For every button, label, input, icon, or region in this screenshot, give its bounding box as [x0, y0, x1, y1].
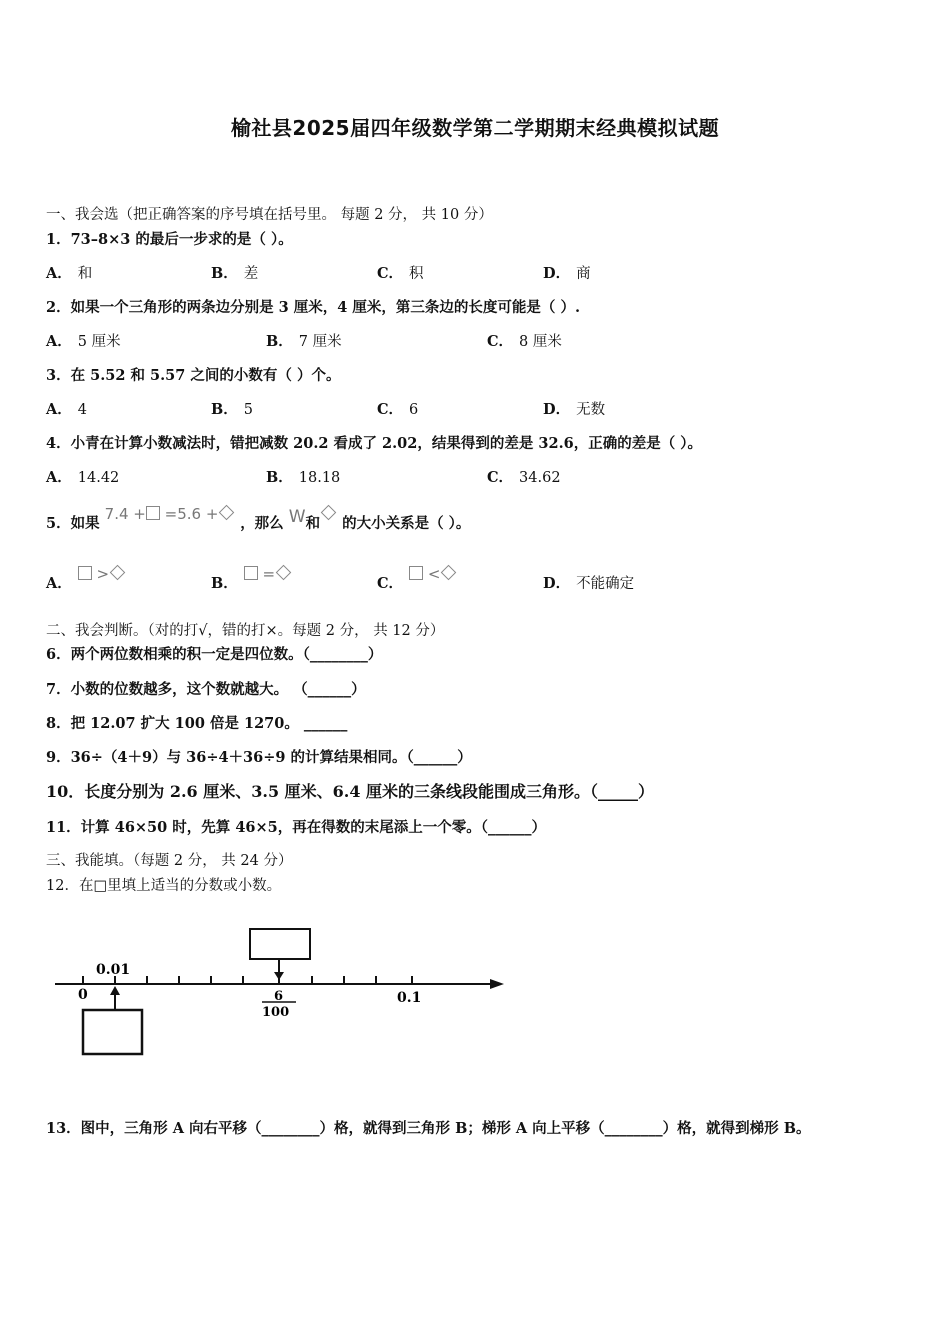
label-0: 0 — [78, 987, 88, 1003]
q5-prefix: 5．如果 — [46, 515, 100, 532]
q2-option-a[interactable]: A． 5 厘米 — [46, 333, 121, 350]
section-heading-1: 一、我会选（把正确答案的序号填在括号里。 每题 2 分， 共 10 分） — [46, 207, 493, 223]
q5-option-a[interactable]: A． > — [46, 572, 126, 593]
q2-option-c[interactable]: C． 8 厘米 — [487, 333, 562, 350]
q3-option-b[interactable]: B． 5 — [211, 401, 253, 418]
question-13: 13．图中，三角形 A 向右平移（________）格，就得到三角形 B；梯形 A 向上平移（________）格，就得到梯形 B。 — [46, 1120, 811, 1137]
section-heading-3: 三、我能填。（每题 2 分， 共 24 分） — [46, 853, 293, 869]
diamond-icon — [441, 565, 457, 581]
question-2: 2．如果一个三角形的两条边分别是 3 厘米，4 厘米，第三条边的长度可能是（ ）. — [46, 299, 581, 316]
answer-box-bottom[interactable] — [83, 1010, 142, 1054]
q5-he: 和 — [305, 515, 321, 532]
q2-option-b[interactable]: B． 7 厘米 — [266, 333, 342, 350]
q4-option-a[interactable]: A． 14.42 — [46, 469, 120, 486]
section-heading-2: 二、我会判断。（对的打√，错的打×。每题 2 分， 共 12 分） — [46, 623, 445, 639]
q1-option-c[interactable]: C． 积 — [377, 265, 424, 282]
page-title: 榆社县2025届四年级数学第二学期期末经典模拟试题 — [230, 116, 720, 140]
fraction-numerator: 6 — [274, 989, 284, 1004]
q4-option-c[interactable]: C． 34.62 — [487, 469, 561, 486]
q5-option-d[interactable]: D． 不能确定 — [543, 575, 635, 592]
q5-diamond-symbol — [320, 506, 337, 523]
square-icon — [409, 566, 423, 580]
q4-option-b[interactable]: B． 18.18 — [266, 469, 341, 486]
question-7: 7．小数的位数越多，这个数就越大。 （______） — [46, 681, 366, 698]
q5-suffix: 的大小关系是（ ）。 — [342, 515, 471, 532]
q5-option-b[interactable]: B． = — [211, 572, 292, 593]
q1-option-d[interactable]: D． 商 — [543, 265, 591, 282]
fraction-denominator: 100 — [262, 1005, 290, 1020]
label-0-1: 0.1 — [397, 990, 422, 1006]
diamond-icon — [321, 505, 337, 521]
diamond-icon — [276, 565, 292, 581]
square-icon — [146, 506, 160, 520]
question-12: 12．在□里填上适当的分数或小数。 — [46, 878, 282, 894]
diamond-icon — [219, 505, 235, 521]
answer-box-top[interactable] — [250, 929, 310, 959]
q3-option-d[interactable]: D． 无数 — [543, 401, 606, 418]
q5-mid: ，那么 — [240, 515, 284, 532]
q1-option-a[interactable]: A． 和 — [46, 265, 93, 282]
diamond-icon — [110, 565, 126, 581]
question-1: 1．73–8×3 的最后一步求的是（ ）。 — [46, 231, 293, 248]
q1-option-b[interactable]: B． 差 — [211, 265, 259, 282]
number-line-figure — [50, 920, 520, 1065]
question-5 — [46, 505, 471, 533]
q3-option-c[interactable]: C． 6 — [377, 401, 419, 418]
q3-option-a[interactable]: A． 4 — [46, 401, 87, 418]
question-3: 3．在 5.52 和 5.57 之间的小数有（ ）个。 — [46, 367, 341, 384]
label-0-01: 0.01 — [96, 962, 131, 978]
axis-ticks — [83, 976, 412, 984]
question-11: 11．计算 46×50 时，先算 46×5，再在得数的末尾添上一个零。（______） — [46, 819, 546, 836]
q5-option-c[interactable]: C． < — [377, 572, 457, 593]
q5-formula: 7.4 + =5.6 + — [105, 505, 241, 523]
square-icon — [244, 566, 258, 580]
arrow-up-icon — [110, 986, 120, 995]
question-8: 8．把 12.07 扩大 100 倍是 1270。 ______ — [46, 715, 348, 732]
question-10: 10．长度分别为 2.6 厘米、3.5 厘米、6.4 厘米的三条线段能围成三角形。（_____） — [46, 782, 655, 801]
axis-arrow-icon — [490, 979, 504, 989]
question-9: 9．36÷（4＋9）与 36÷4＋36÷9 的计算结果相同。（______） — [46, 749, 472, 766]
q5-w-symbol: W — [288, 507, 306, 527]
question-4: 4．小青在计算小数减法时，错把减数 20.2 看成了 2.02，结果得到的差是 32.6，正确的差是（ ）。 — [46, 435, 703, 452]
square-icon — [78, 566, 92, 580]
question-6: 6．两个两位数相乘的积一定是四位数。（________） — [46, 646, 383, 663]
